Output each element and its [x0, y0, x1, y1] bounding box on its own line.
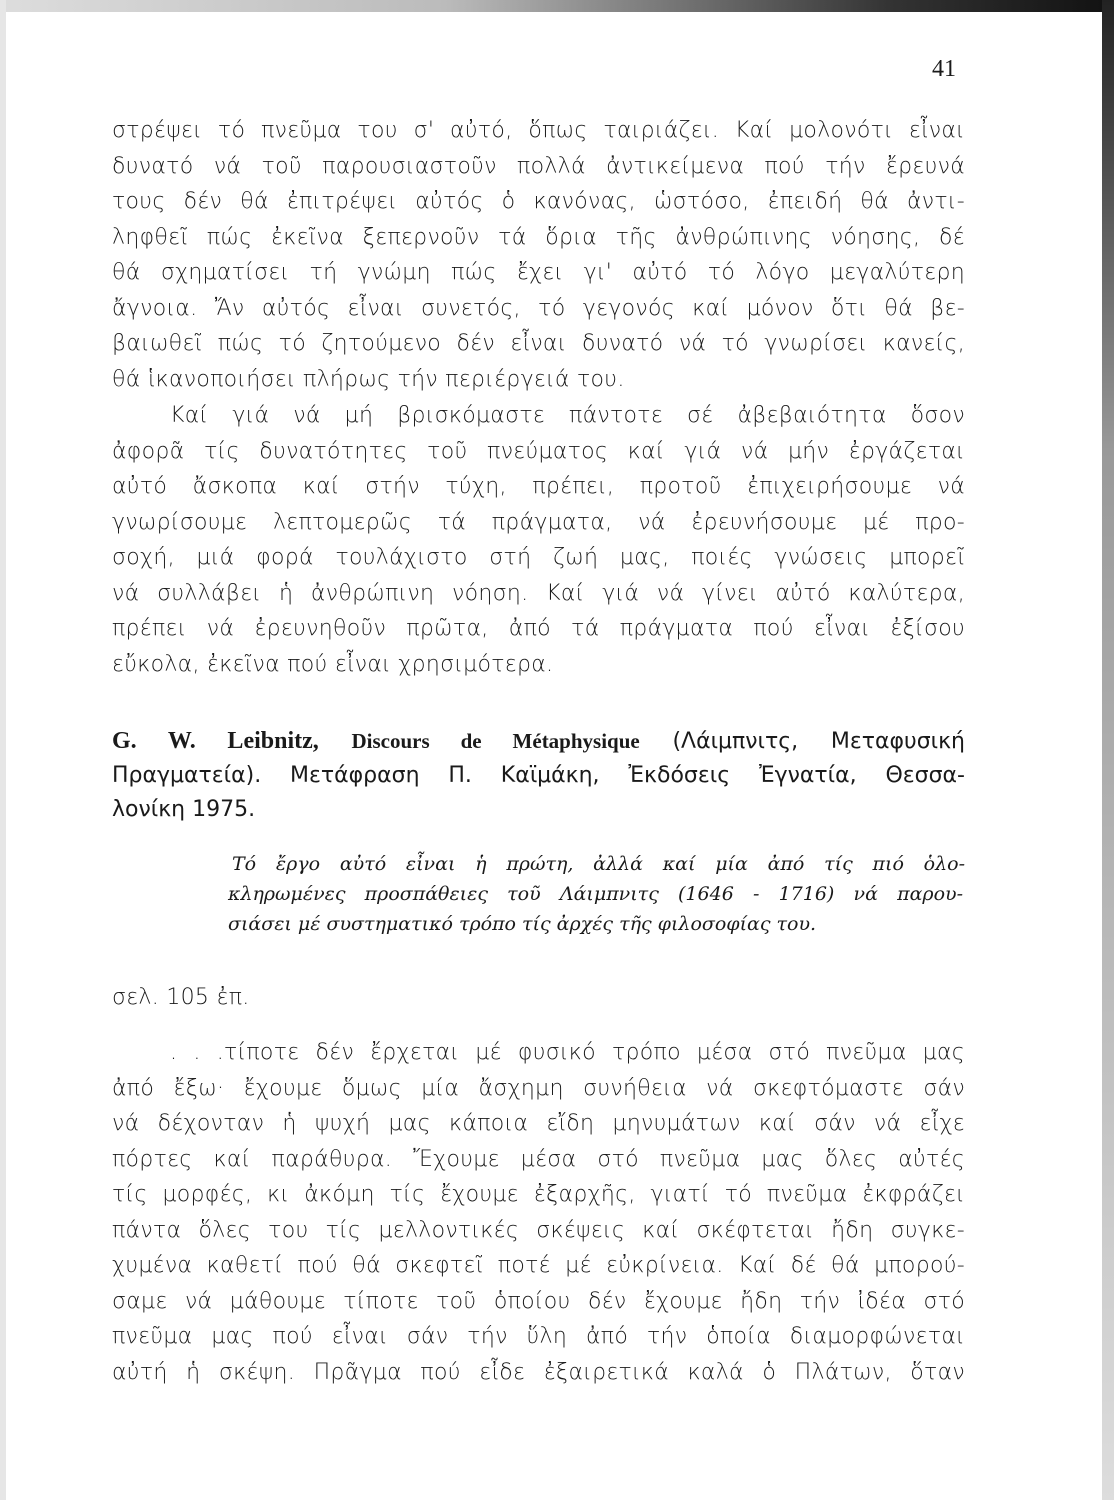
- page-reference: σελ. 105 ἐπ.: [112, 985, 250, 1010]
- citation-line-3: λονίκη 1975.: [112, 797, 256, 822]
- citation-line-1: [112, 728, 965, 755]
- scan-border-top: [0, 0, 1114, 12]
- p1-line: τους δέν θά ἐπιτρέψει αὐτός ὁ κανόνας, ὡστόσο, ἐπειδή θά ἀντι-: [112, 189, 965, 214]
- citation-rest: (Λάιμπνιτς, Μεταφυσική: [672, 729, 965, 754]
- p1-line: θά σχηματίσει τή γνώμη πώς ἔχει γι' αὐτό τό λόγο μεγαλύτερη: [112, 260, 965, 285]
- p2-line: νά συλλάβει ἡ ἀνθρώπινη νόηση. Καί γιά νά γίνει αὐτό καλύτερα,: [112, 580, 965, 606]
- citation-line-2: Πραγματεία). Μετάφραση Π. Καϊμάκη, Ἐκδόσεις Ἐγνατία, Θεσσα-: [112, 763, 965, 788]
- q-line: πάντα ὅλες του τίς μελλοντικές σκέψεις καί σκέφτεται ἤδη συγκε-: [112, 1217, 965, 1243]
- p2-line: ἀφορᾶ τίς δυνατότητες τοῦ πνεύματος καί γιά νά μήν ἐργάζεται: [112, 438, 965, 464]
- p1-line: ληφθεῖ πώς ἐκεῖνα ξεπερνοῦν τά ὅρια τῆς ἀνθρώπινης νόησης, δέ: [112, 224, 965, 250]
- citation-author: G. W. Leibnitz,: [112, 728, 319, 754]
- q-line: χυμένα καθετί πού θά σκεφτεῖ ποτέ μέ εὐκρίνεια. Καί δέ θά μπορού-: [112, 1253, 965, 1278]
- p1-line: ἄγνοια. Ἄν αὐτός εἶναι συνετός, τό γεγονός καί μόνον ὅτι θά βε-: [112, 295, 965, 321]
- q-line: νά δέχονταν ἡ ψυχή μας κάποια εἴδη μηνυμάτων καί σάν νά εἶχε: [112, 1111, 965, 1136]
- citation-title: Discours de Métaphysique: [351, 729, 640, 753]
- q-line: ἀπό ἔξω· ἔχουμε ὅμως μία ἄσχημη συνήθεια νά σκεφτόμαστε σάν: [112, 1075, 965, 1101]
- scan-border-left: [0, 0, 6, 1500]
- p2-line: γνωρίσουμε λεπτομερῶς τά πράγματα, νά ἐρευνήσουμε μέ προ-: [112, 509, 965, 535]
- q-line: σαμε νά μάθουμε τίποτε τοῦ ὁποίου δέν ἔχουμε ἤδη τήν ἰδέα στό: [112, 1288, 965, 1314]
- p1-line: στρέψει τό πνεῦμα του σ' αὐτό, ὅπως ταιριάζει. Καί μολονότι εἶναι: [112, 118, 965, 143]
- q-line: πόρτες καί παράθυρα. Ἔχουμε μέσα στό πνεῦμα μας ὅλες αὐτές: [112, 1146, 965, 1172]
- p2-line: Καί γιά νά μή βρισκόμαστε πάντοτε σέ ἀβεβαιότητα ὅσον: [170, 403, 965, 428]
- q-line: . . .τίποτε δέν ἔρχεται μέ φυσικό τρόπο μέσα στό πνεῦμα μας: [170, 1040, 965, 1065]
- scan-border-right: [1102, 0, 1114, 1500]
- sum-line: Τό ἔργο αὐτό εἶναι ἡ πρώτη, ἀλλά καί μία ἀπό τίς πιό ὁλο-: [232, 853, 965, 875]
- page-number: 41: [932, 56, 956, 82]
- p2-line: εὔκολα, ἐκεῖνα πού εἶναι χρησιμότερα.: [112, 651, 554, 677]
- q-line: αὐτή ἡ σκέψη. Πρᾶγμα πού εἶδε ἐξαιρετικά καλά ὁ Πλάτων, ὅταν: [112, 1359, 965, 1385]
- p2-line: πρέπει νά ἐρευνηθοῦν πρῶτα, ἀπό τά πράγματα πού εἶναι ἐξίσου: [112, 616, 965, 641]
- p1-line: βαιωθεῖ πώς τό ζητούμενο δέν εἶναι δυνατό νά τό γνωρίσει κανείς,: [112, 331, 965, 356]
- sum-line: σιάσει μέ συστηματικό τρόπο τίς ἀρχές τῆς φιλοσοφίας του.: [228, 913, 817, 935]
- q-line: πνεῦμα μας πού εἶναι σάν τήν ὕλη ἀπό τήν ὁποία διαμορφώνεται: [112, 1324, 965, 1349]
- q-line: τίς μορφές, κι ἀκόμη τίς ἔχουμε ἐξαρχῆς, γιατί τό πνεῦμα ἐκφράζει: [112, 1182, 965, 1207]
- p1-line: δυνατό νά τοῦ παρουσιαστοῦν πολλά ἀντικείμενα πού τήν ἔρευνά: [112, 153, 965, 179]
- p1-line: θά ἱκανοποιήσει πλήρως τήν περιέργειά του.: [112, 366, 625, 392]
- p2-line: σοχή, μιά φορά τουλάχιστο στή ζωή μας, ποιές γνώσεις μπορεῖ: [112, 545, 965, 570]
- sum-line: κληρωμένες προσπάθειες τοῦ Λάιμπνιτς (1646 - 1716) νά παρου-: [228, 883, 963, 905]
- p2-line: αὐτό ἄσκοπα καί στήν τύχη, πρέπει, προτοῦ ἐπιχειρήσουμε νά: [112, 474, 965, 499]
